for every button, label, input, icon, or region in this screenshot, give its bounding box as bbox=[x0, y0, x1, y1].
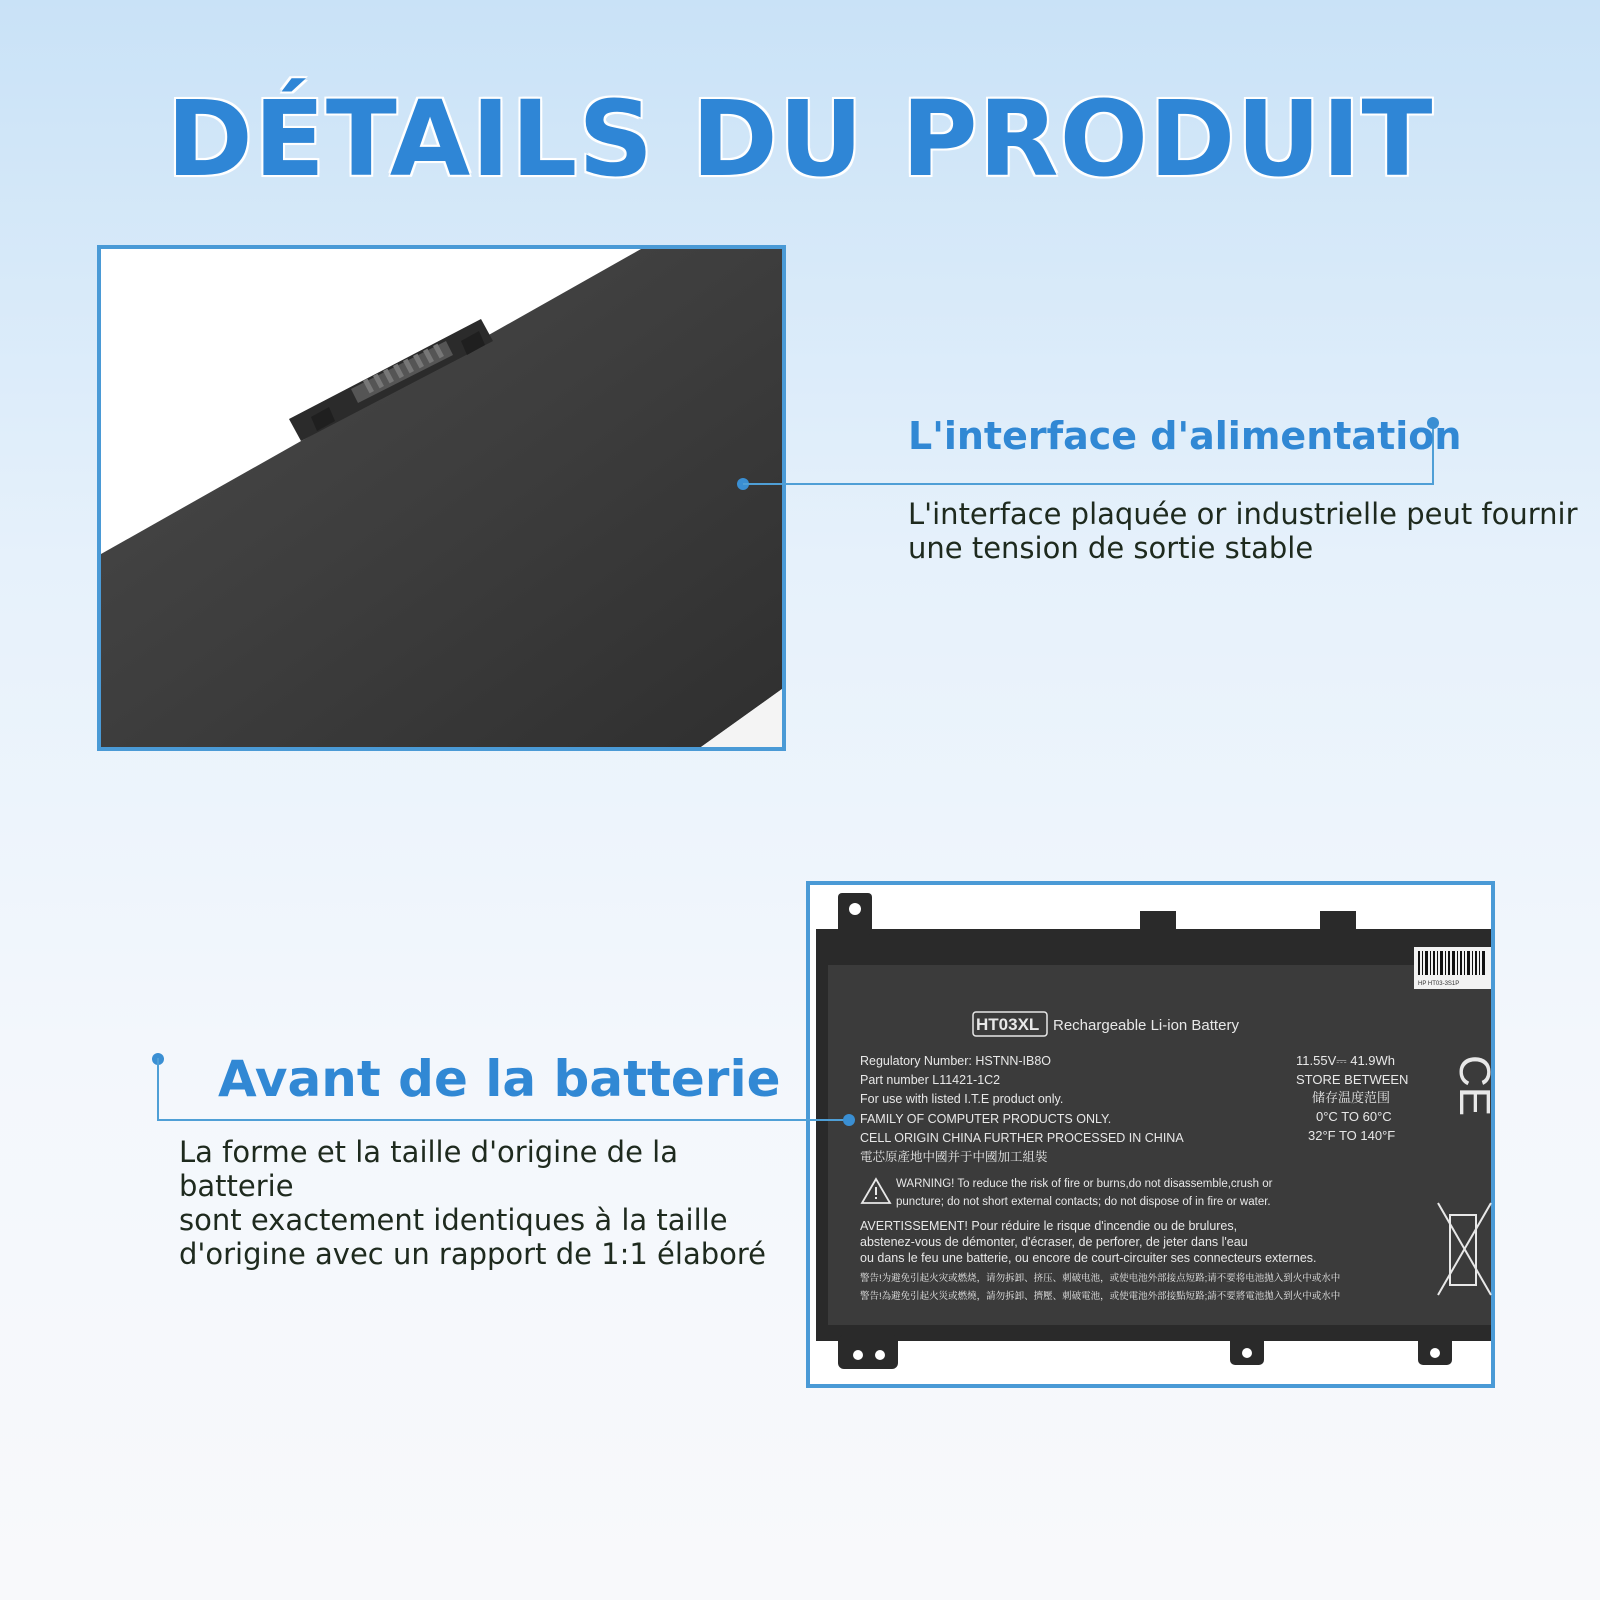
svg-text:AVERTISSEMENT! Pour réduire le: AVERTISSEMENT! Pour réduire le risque d'incendie ou de brulures, bbox=[860, 1219, 1238, 1233]
svg-text:32°F TO 140°F: 32°F TO 140°F bbox=[1308, 1128, 1396, 1143]
power-interface-photo bbox=[97, 245, 786, 751]
battery-front-photo bbox=[806, 881, 1499, 1388]
svg-text:WARNING! To reduce the risk of: WARNING! To reduce the risk of fire or burns,do not disassemble,crush or bbox=[896, 1178, 1273, 1190]
callout-line bbox=[743, 483, 1434, 485]
svg-text:HP HT03-3S1P: HP HT03-3S1P bbox=[1418, 981, 1460, 987]
power-interface-description: L'interface plaquée or industrielle peut fournir une tension de sortie stable bbox=[908, 497, 1578, 565]
svg-text:FAMILY OF COMPUTER PRODUCTS ON: FAMILY OF COMPUTER PRODUCTS ONLY. bbox=[860, 1112, 1112, 1126]
power-interface-heading: L'interface d'alimentation bbox=[908, 414, 1462, 458]
svg-text:CELL ORIGIN CHINA FURTHER PROC: CELL ORIGIN CHINA FURTHER PROCESSED IN CHINA bbox=[860, 1131, 1184, 1145]
battery-front-heading: Avant de la batterie bbox=[218, 1050, 781, 1108]
svg-text:Regulatory Number: HSTNN-IB8O: Regulatory Number: HSTNN-IB8O bbox=[860, 1054, 1052, 1068]
battery-type-label: Rechargeable Li-ion Battery bbox=[1053, 1017, 1239, 1034]
svg-text:For use with listed I.T.E prod: For use with listed I.T.E product only. bbox=[860, 1092, 1064, 1106]
svg-text:储存温度范围: 储存温度范围 bbox=[1312, 1090, 1391, 1105]
ce-mark-icon: CE bbox=[1450, 1055, 1499, 1117]
callout-line bbox=[157, 1119, 847, 1121]
callout-dot bbox=[843, 1114, 855, 1126]
svg-text:Part number L11421-1C2: Part number L11421-1C2 bbox=[860, 1073, 1001, 1087]
svg-text:警告!为避免引起火灾或燃烧，请勿拆卸、挤压、刺破电池，或使电: 警告!为避免引起火灾或燃烧，请勿拆卸、挤压、刺破电池，或使电池外部接点短路;请不要将电池抛入到火中或水中 bbox=[860, 1273, 1341, 1284]
svg-text:STORE BETWEEN: STORE BETWEEN bbox=[1296, 1072, 1409, 1087]
battery-front-description: La forme et la taille d'origine de la batterie sont exactement identiques à la taille d'origine avec un rapport de 1:1 élaboré bbox=[179, 1135, 766, 1271]
page-title: DÉTAILS DU PRODUIT bbox=[166, 78, 1434, 200]
svg-text:ou dans le feu une batterie, o: ou dans le feu une batterie, ou encore de court-circuiter ses connecteurs externes. bbox=[860, 1251, 1317, 1265]
callout-line bbox=[157, 1058, 159, 1121]
svg-text:警告!為避免引起火災或燃燒，請勿拆卸、擠壓、刺破電池，或使電: 警告!為避免引起火災或燃燒，請勿拆卸、擠壓、刺破電池，或使電池外部接點短路;請不要將電池拋入到火中或水中 bbox=[860, 1291, 1341, 1302]
barcode-label bbox=[1414, 947, 1491, 989]
model-label: HT03XL bbox=[976, 1015, 1040, 1034]
svg-text:puncture; do not short externa: puncture; do not short external contacts; do not dispose of in fire or water. bbox=[896, 1196, 1271, 1208]
svg-text:abstenez-vous de démonter, d'é: abstenez-vous de démonter, d'écraser, de perforer, de jeter dans l'eau bbox=[860, 1235, 1248, 1249]
svg-text:11.55V⎓ 41.9Wh: 11.55V⎓ 41.9Wh bbox=[1296, 1053, 1396, 1068]
svg-text:電芯原產地中國并于中國加工組裝: 電芯原產地中國并于中國加工組裝 bbox=[860, 1150, 1048, 1164]
svg-text:0°C TO 60°C: 0°C TO 60°C bbox=[1316, 1109, 1392, 1124]
